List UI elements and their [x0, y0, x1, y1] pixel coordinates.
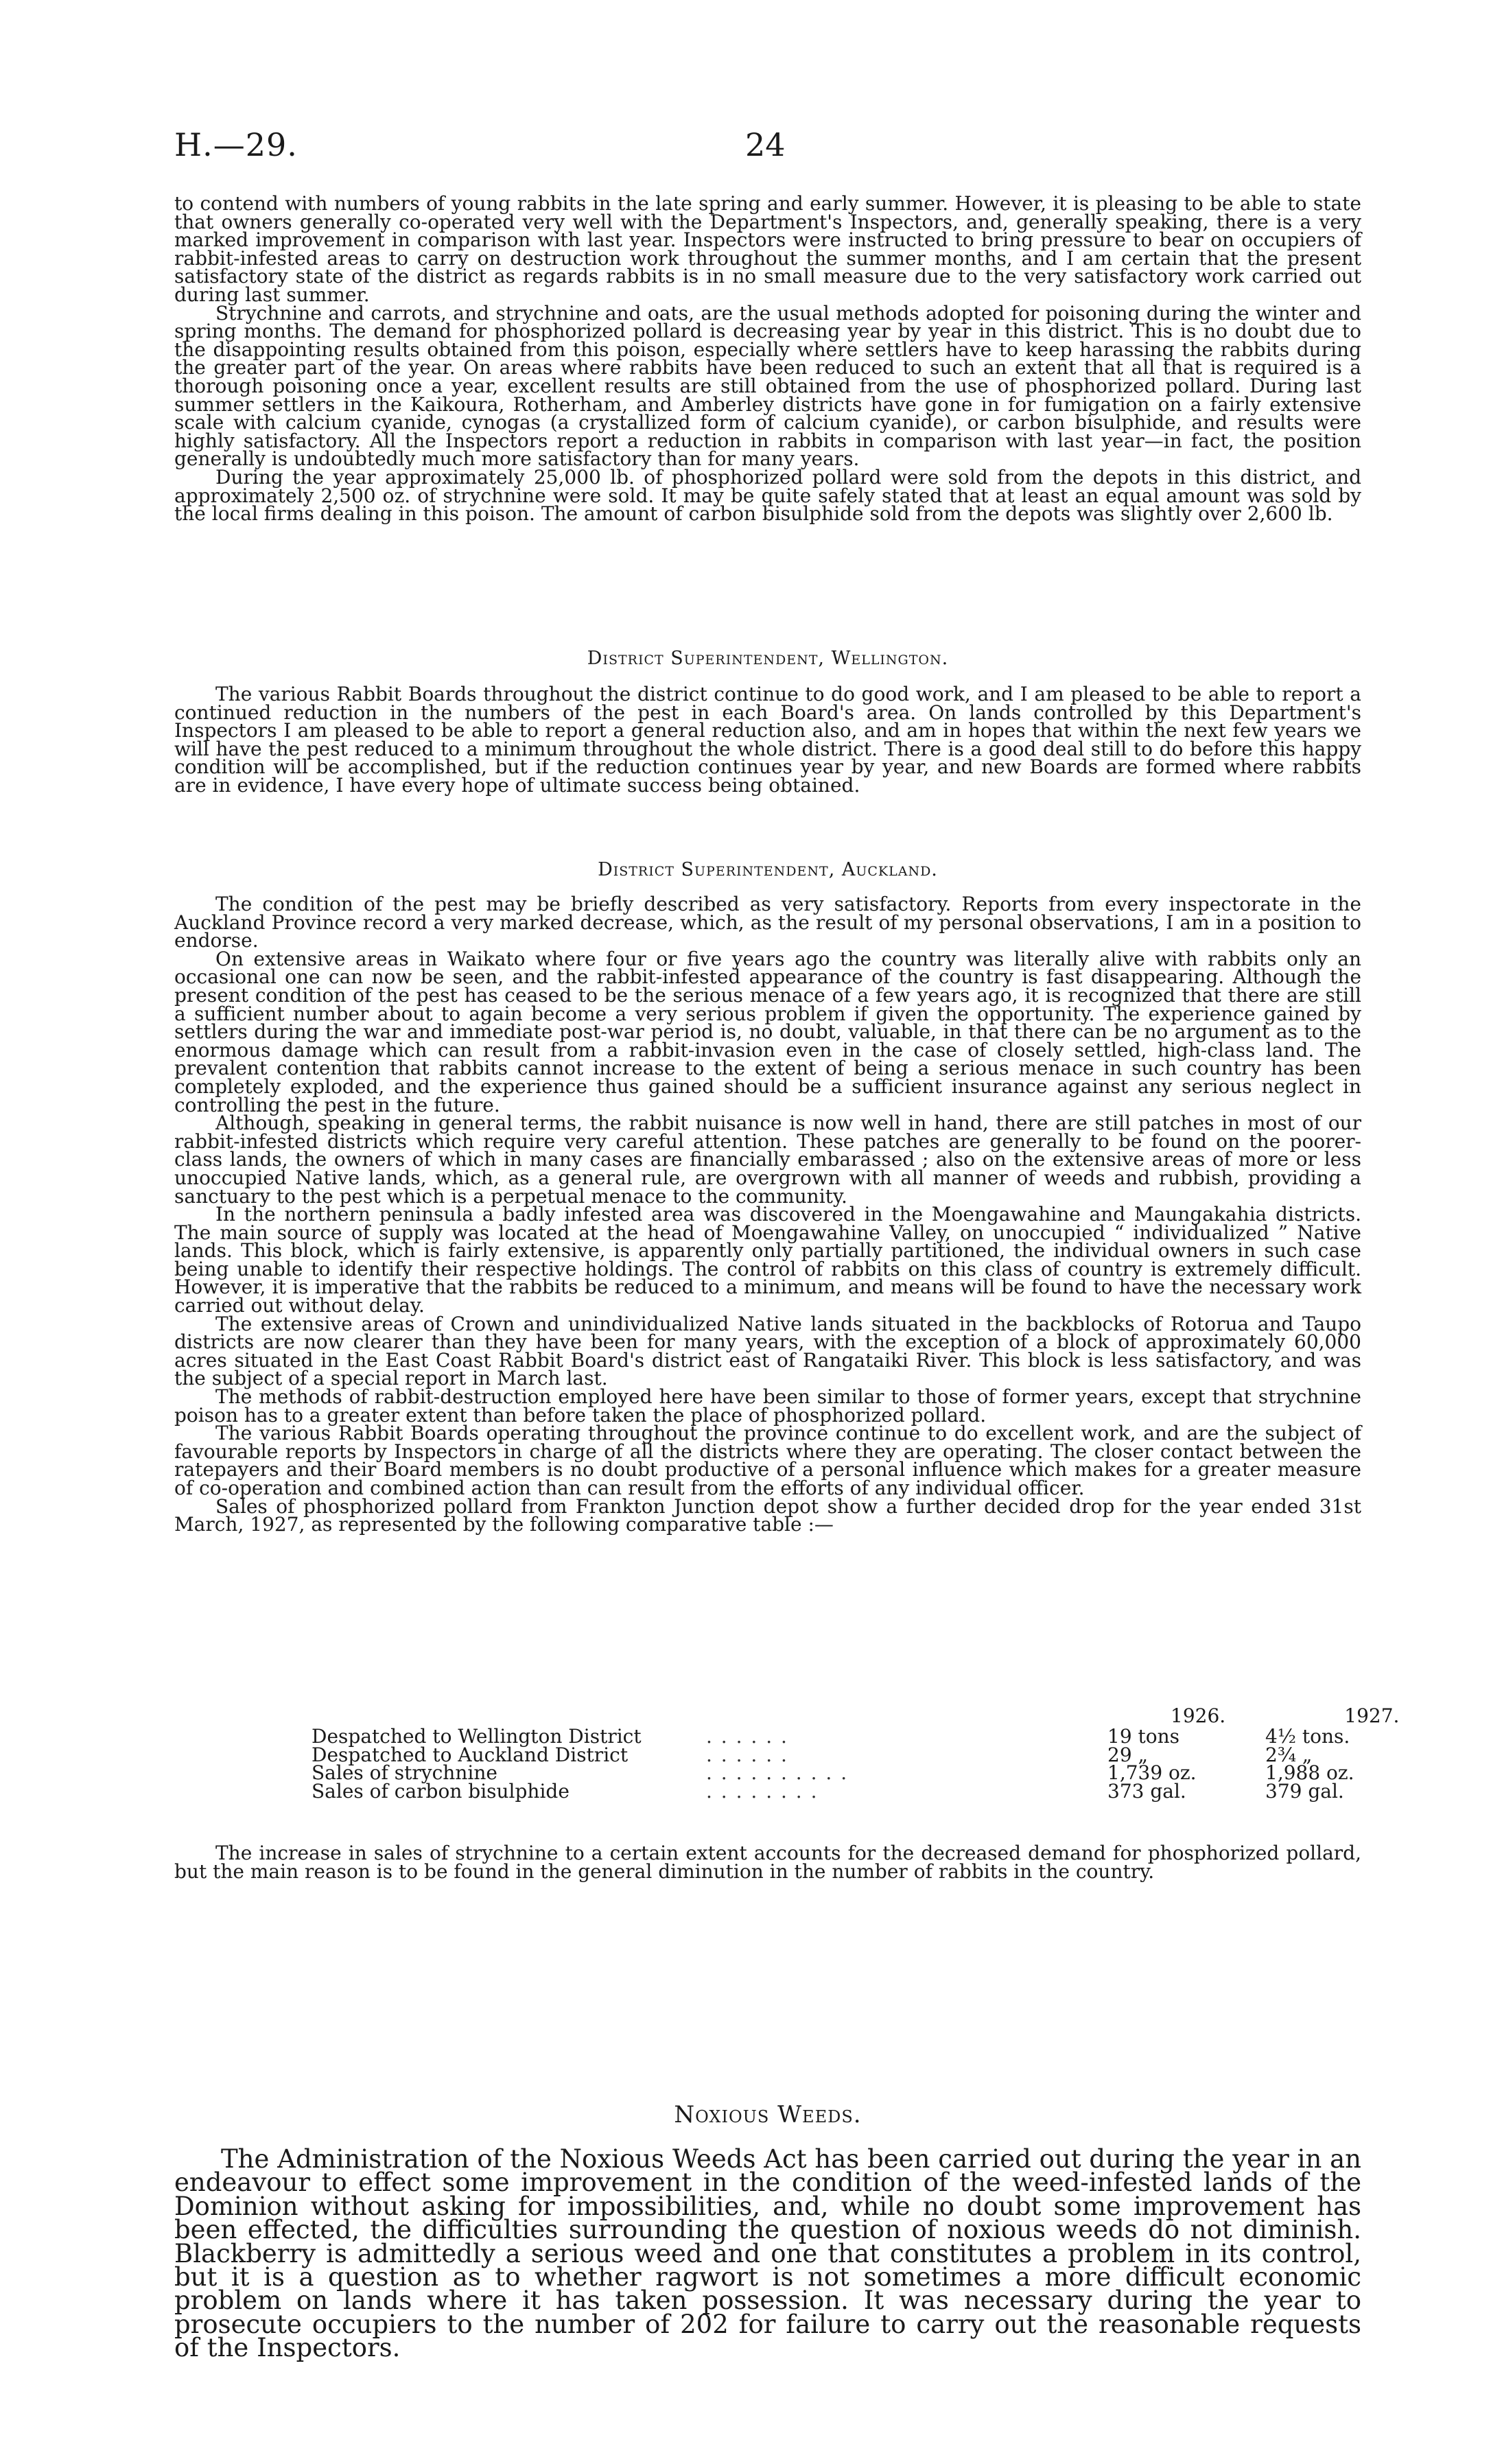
paragraph: The Administration of the Noxious Weeds Act has been carried out during the year in an endeavour to effect some improvement in the condition of the weed-infested lands of the Dominion without asking for impossibilities, and, while no doubt some improvement has been effected, the difficulties surrounding the question of noxious weeds do not diminish. Blackberry is admittedly a serious weed and one that constitutes a problem in its control, but it is a question as to whether ragwort is not sometimes a more difficult economic problem on lands where it has taken possession. It was necessary during the year to prosecute occupiers to the number of 202 for failure to carry out the reasonable requests of the Inspectors. — [174, 2144, 1361, 2363]
section-auckland — [174, 859, 1361, 1534]
document-reference: H.—29. — [174, 126, 298, 163]
row-label: Despatched to Auckland District — [312, 1743, 629, 1766]
leader-dots: . . . . . . — [706, 1725, 788, 1748]
paragraph: to contend with numbers of young rabbits in the late spring and early summer. However, it is pleasing to be able to state that owners generally co-operated very well with the Department's Inspectors, and, generally speaking, there is a very marked improvement in comparison with last year. Inspectors were instructed to bring pressure to bear on occupiers of rabbit-infested areas to carry on destruction work throughout the summer months, and I am certain that the present satisfactory state of the district as regards rabbits is in no small measure due to the very satisfactory work carried out during last summer. — [174, 192, 1361, 306]
paragraph: Sales of phosphorized pollard from Frankton Junction depot show a further decided drop for the year ended 31st March, 1927, as represented by the following comparative table :— — [174, 1494, 1361, 1536]
row-label: Sales of strychnine — [312, 1761, 497, 1785]
paragraph: In the northern peninsula a badly infested area was discovered in the Moengawahine and Maungakahia districts. The main source of supply was located at the head of Moengawahine Valley, on unoccupied “ individualized ” Native lands. This block, which is fairly extensive, is apparently only partially partitioned, the individual owners in such case being unable to identify their respective holdings. The control of rabbits on this class of country is extremely difficult. However, it is imperative that the rabbits be reduced to a minimum, and means will be found to have the necessary work carried out without delay. — [174, 1203, 1361, 1317]
paragraph: During the year approximately 25,000 lb. of phosphorized pollard were sold from the depots in this district, and approximately 2,500 oz. of strychnine were sold. It may be quite safely stated that at least an equal amount was sold by the local firms dealing in this poison. The amount of carbon bisulphide sold from the depots was slightly over 2,600 lb. — [174, 465, 1361, 526]
value-1927: 379 gal. — [1265, 1779, 1344, 1803]
section-wellington — [174, 648, 1361, 795]
value-1926: 29 „ — [1107, 1743, 1149, 1766]
section-heading: District Superintendent, Wellington. — [587, 648, 949, 669]
row-label: Sales of carbon bisulphide — [312, 1779, 570, 1803]
column-header: 1926. — [1171, 1704, 1226, 1727]
value-1927: 1,988 oz. — [1265, 1761, 1354, 1785]
column-header: 1927. — [1344, 1704, 1400, 1727]
page-number: 24 — [745, 126, 786, 163]
section-heading: District Superintendent, Auckland. — [598, 859, 938, 880]
section-heading: Noxious Weeds. — [674, 2101, 862, 2128]
leader-dots: . . . . . . — [706, 1743, 788, 1766]
paragraph: The various Rabbit Boards throughout the district continue to do good work, and I am pleased to be able to report a continued reduction in the numbers of the pest in each Board's area. On lands controlled by this Department's Inspectors I am pleased to be able to report a general reduction also, and am in hopes that within the next few years we will have the pest reduced to a minimum throughout the whole district. There is a good deal still to do before this happy condition will be accomplished, but if the reduction continues year by year, and new Boards are formed where rabbits are in evidence, I have every hope of ultimate success being obtained. — [174, 683, 1361, 797]
row-label: Despatched to Wellington District — [312, 1725, 642, 1748]
closing-paragraph — [174, 1844, 1361, 1881]
paragraph: The methods of rabbit-destruction employed here have been similar to those of former years, except that strychnine poison has to a greater extent than before taken the place of phosphorized pollard. — [174, 1385, 1361, 1427]
leader-dots: . . . . . . . . . . — [706, 1761, 849, 1785]
value-1926: 19 tons — [1107, 1725, 1180, 1748]
section-continuation — [174, 192, 1361, 526]
value-1927: 2¾ „ — [1265, 1743, 1313, 1766]
paragraph: Strychnine and carrots, and strychnine and oats, are the usual methods adopted for poisoning during the winter and spring months. The demand for phosphorized pollard is decreasing year by year in this district. This is no doubt due to the disappointing results obtained from this poison, especially where settlers have to keep harassing the rabbits during the greater part of the year. On areas where rabbits have been reduced to such an extent that all that is required is a thorough poisoning once a year, excellent results are still obtained from the use of phosphorized pollard. During last summer settlers in the Kaikoura, Rotherham, and Amberley districts have gone in for fumigation on a fairly extensive scale with calcium cyanide, cynogas (a crystallized form of calcium cyanide), or carbon bisulphide, and results were highly satisfactory. All the Inspectors report a reduction in rabbits in comparison with last year—in fact, the position generally is undoubtedly much more satisfactory than for many years. — [174, 301, 1361, 471]
paragraph: On extensive areas in Waikato where four or five years ago the country was literally alive with rabbits only an occasional one can now be seen, and the rabbit-infested appearance of the country is fast disappearing. Although the present condition of the pest has ceased to be the serious menace of a few years ago, it is recognized that there are still a sufficient number about to again become a very serious problem if given the opportunity. The experience gained by settlers during the war and immediate post-war period is, no doubt, valuable, in that there can be no argument as to the enormous damage which can result from a rabbit-invasion even in the case of closely settled, high-class land. The prevalent contention that rabbits cannot increase to the extent of being a serious menace in such country has been completely exploded, and the experience thus gained should be a sufficient insurance against any serious neglect in controlling the pest in the future. — [174, 947, 1361, 1116]
value-1926: 1,739 oz. — [1107, 1761, 1197, 1785]
section-noxious-weeds — [174, 2101, 1361, 2363]
table-row — [312, 1783, 1416, 1801]
leader-dots: . . . . . . . . — [706, 1779, 819, 1803]
paragraph: The increase in sales of strychnine to a certain extent accounts for the decreased demand for phosphorized pollard, but the main reason is to be found in the general diminution in the number of rabbits in the country. — [174, 1842, 1361, 1883]
comparative-table-body — [312, 1725, 1416, 1803]
paragraph: The various Rabbit Boards operating throughout the province continue to do excellent work, and are the subject of favourable reports by Inspectors in charge of all the districts where they are operating. The closer contact between the ratepayers and their Board members is no doubt productive of a personal influence which makes for a greater measure of co-operation and combined action than can result from the efforts of any individual officer. — [174, 1422, 1361, 1499]
value-1927: 4½ tons. — [1265, 1725, 1350, 1748]
comparative-table — [312, 1704, 1491, 1727]
paragraph: The condition of the pest may be briefly described as very satisfactory. Reports from every inspectorate in the Auckland Province record a very marked decrease, which, as the result of my personal observations, I am in a position to endorse. — [174, 893, 1361, 952]
paragraph: The extensive areas of Crown and unindividualized Native lands situated in the backblocks of Rotorua and Taupo districts are now clearer than they have been for many years, with the exception of a block of approximately 60,000 acres situated in the East Coast Rabbit Board's district east of Rangataiki River. This block is less satisfactory, and was the subject of a special report in March last. — [174, 1312, 1361, 1390]
paragraph: Although, speaking in general terms, the rabbit nuisance is now well in hand, there are still patches in most of our rabbit-infested districts which require very careful attention. These patches are generally to be found on the poorer-class lands, the owners of which in many cases are financially embarassed ; also on the extensive areas of more or less unoccupied Native lands, which, as a general rule, are overgrown with all manner of weeds and rubbish, providing a sanctuary to the pest which is a perpetual menace to the community. — [174, 1112, 1361, 1208]
value-1926: 373 gal. — [1107, 1779, 1186, 1803]
table-header-row — [312, 1707, 1491, 1726]
